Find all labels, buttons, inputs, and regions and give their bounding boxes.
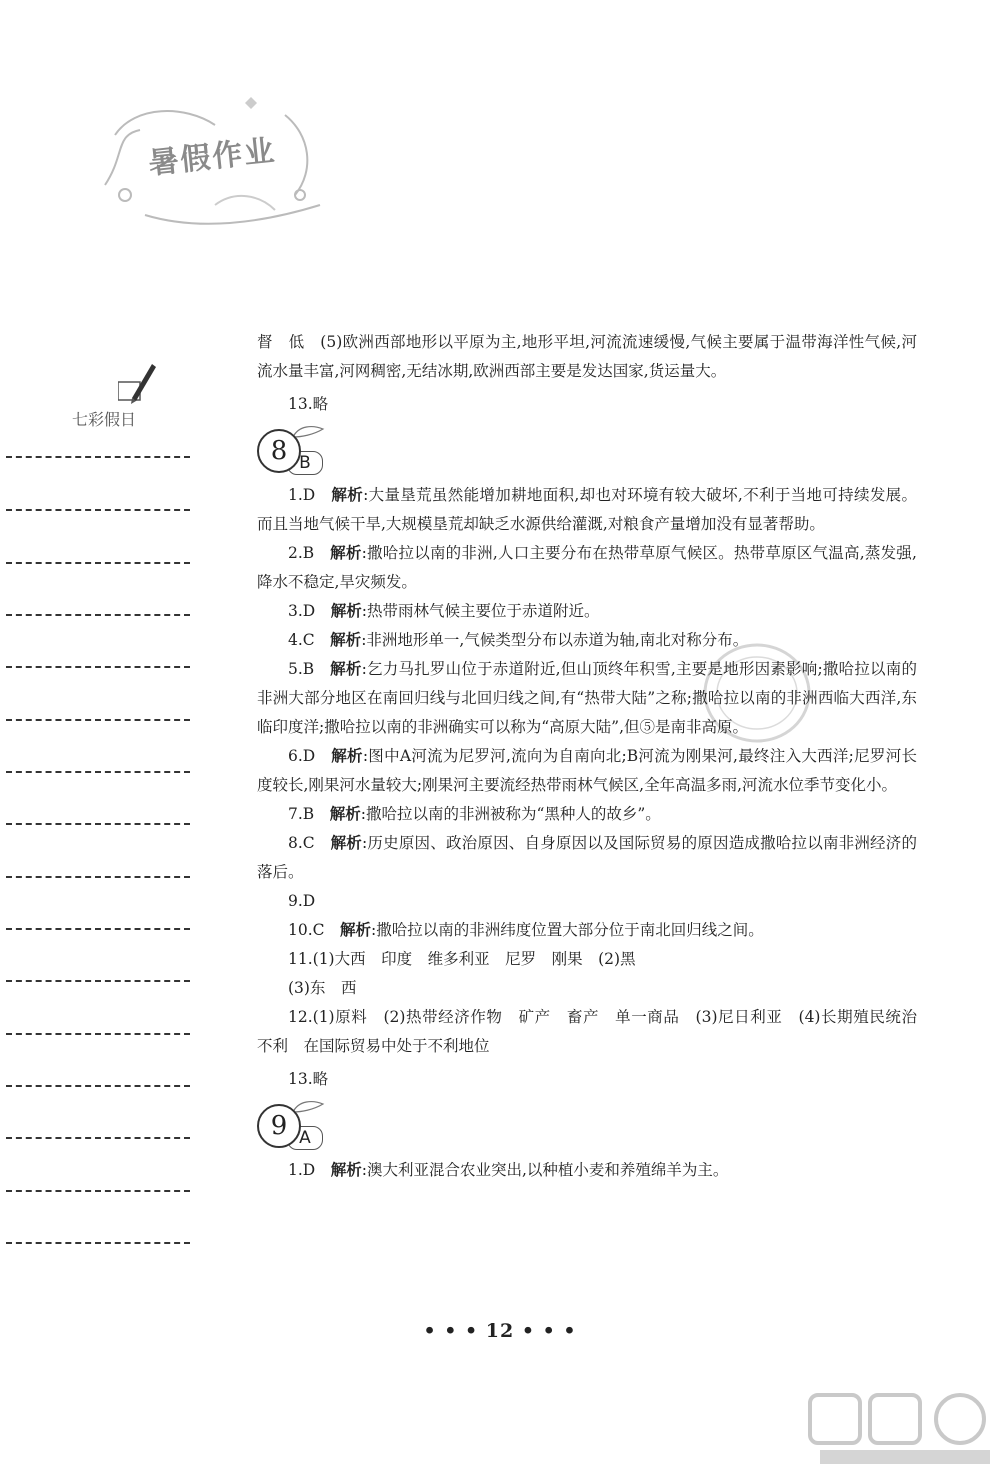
analysis-text: :历史原因、政治原因、自身原因以及国际贸易的原因造成撒哈拉以南非洲经济的落后。 [257, 834, 917, 881]
answer-key: 1.D [288, 486, 316, 504]
section-level-badge: B [287, 451, 323, 475]
note-line [6, 771, 190, 773]
note-line [6, 562, 190, 564]
section-number: 8 [257, 429, 301, 473]
analysis-label: 解析 [340, 921, 372, 939]
page-number: • • • 12 • • • [423, 1320, 577, 1342]
answer-text: (3)东 西 [288, 979, 357, 997]
section-header-8 [257, 423, 917, 479]
header-logo-text: 暑假作业 [146, 133, 278, 182]
answer-key: 1.D [288, 1161, 316, 1179]
answer-item [257, 481, 917, 539]
note-line [6, 1190, 190, 1192]
section-number: 9 [257, 1104, 301, 1148]
note-line [6, 1085, 190, 1087]
answer-content [257, 328, 933, 1185]
answer-key: 2.B [288, 544, 315, 562]
note-line [6, 666, 190, 668]
analysis-text: :热带雨林气候主要位于赤道附近。 [361, 602, 600, 620]
analysis-text: :乞力马扎罗山位于赤道附近,但山顶终年积雪,主要是地形因素影响;撒哈拉以南的非洲大部分地区在南回归线与北回归线之间,有“热带大陆”之称;撒哈拉以南的非洲西临大西洋,东临印度洋;撒哈拉以南的非洲确实可以称为“高原大陆”,但⑤是南非高原。 [257, 660, 917, 736]
analysis-text: :撒哈拉以南的非洲纬度位置大部分位于南北回归线之间。 [371, 921, 764, 939]
answer-item [257, 916, 917, 945]
answer-text: 督 低 (5)欧洲西部地形以平原为主,地形平坦,河流流速缓慢,气候主要属于温带海洋性气候,河流水量丰富,河网稠密,无结冰期,欧洲西部主要是发达国家,货运量大。 [257, 333, 917, 380]
analysis-label: 解析 [330, 834, 362, 852]
watermark-logo [800, 1390, 1000, 1470]
answer-item [257, 597, 917, 626]
analysis-label: 解析 [329, 805, 361, 823]
answer-item [257, 655, 917, 742]
answer-key: 10.C [288, 921, 325, 939]
answer-text: 13.略 [288, 1070, 329, 1088]
analysis-text: :大量垦荒虽然能增加耕地面积,却也对环境有较大破坏,不利于当地可持续发展。而且当地气候干旱,大规模垦荒却缺乏水源供给灌溉,对粮食产量增加没有显著帮助。 [257, 486, 917, 533]
answer-key: 8.C [288, 834, 315, 852]
pen-icon [118, 360, 158, 406]
answer-key: 9.D [288, 892, 316, 910]
analysis-text: :撒哈拉以南的非洲被称为“黑种人的故乡”。 [360, 805, 661, 823]
note-line [6, 719, 190, 721]
analysis-text: :撒哈拉以南的非洲,人口主要分布在热带草原气候区。热带草原区气温高,蒸发强,降水不稳定,旱灾频发。 [257, 544, 917, 591]
answer-key: 3.D [288, 602, 316, 620]
answer-item [257, 626, 917, 655]
sidebar-label: 七彩假日 [72, 410, 137, 429]
answer-item [257, 539, 917, 597]
analysis-label: 解析 [330, 602, 362, 620]
answer-item [257, 829, 917, 887]
note-line [6, 614, 190, 616]
answer-item [257, 887, 917, 916]
note-line [6, 980, 190, 982]
note-line [6, 1033, 190, 1035]
analysis-label: 解析 [330, 544, 362, 562]
section-header-9 [257, 1098, 917, 1154]
note-line [6, 509, 190, 511]
answer-item [257, 1156, 917, 1185]
analysis-label: 解析 [330, 631, 362, 649]
answer-text: 11.(1)大西 印度 维多利亚 尼罗 刚果 (2)黑 [288, 950, 636, 968]
analysis-text: :非洲地形单一,气候类型分布以赤道为轴,南北对称分布。 [361, 631, 749, 649]
analysis-label: 解析 [331, 486, 364, 504]
analysis-text: :图中A河流为尼罗河,流向为自南向北;B河流为刚果河,最终注入大西洋;尼罗河长度较长,刚果河水量较大;刚果河主要流经热带雨林气候区,全年高温多雨,河流水位季节变化小。 [257, 747, 917, 794]
analysis-label: 解析 [331, 747, 363, 765]
answer-text: 12.(1)原料 (2)热带经济作物 矿产 畜产 单一商品 (3)尼日利亚 (4)长期殖民统治 不利 在国际贸易中处于不利地位 [257, 1008, 933, 1055]
section-level-badge: A [287, 1126, 323, 1150]
note-line [6, 1137, 190, 1139]
note-line [6, 823, 190, 825]
answer-key: 6.D [288, 747, 316, 765]
note-line [6, 1242, 190, 1244]
note-line [6, 928, 190, 930]
answer-item [257, 800, 917, 829]
answer-item [257, 742, 917, 800]
answer-key: 7.B [288, 805, 315, 823]
analysis-label: 解析 [330, 660, 362, 678]
answer-key: 5.B [288, 660, 315, 678]
answer-key: 4.C [288, 631, 315, 649]
analysis-label: 解析 [330, 1161, 362, 1179]
note-line [6, 876, 190, 878]
analysis-text: :澳大利亚混合农业突出,以种植小麦和养殖绵羊为主。 [361, 1161, 729, 1179]
note-line [6, 456, 190, 458]
answer-text: 13.略 [288, 395, 329, 413]
